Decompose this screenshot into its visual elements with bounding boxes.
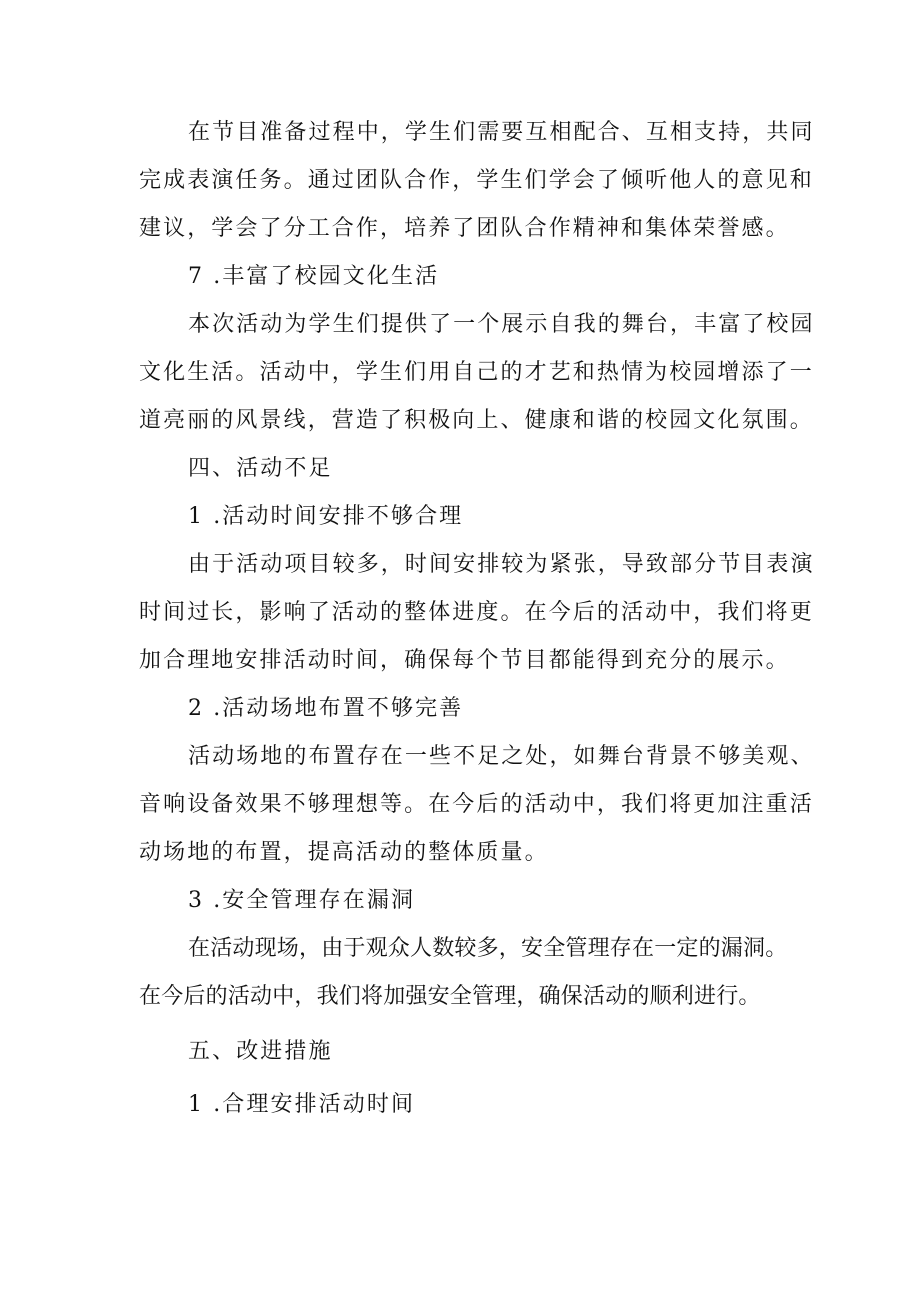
paragraph-line: 文化生活。活动中，学生们用自己的才艺和热情为校园增添了一 [139,360,814,385]
paragraph-line: 在今后的活动中，我们将加强安全管理，确保活动的顺利进行。 [139,984,761,1009]
section-heading-2: 2 .活动场地布置不够完善 [188,696,464,721]
section-heading-7: 7 .丰富了校园文化生活 [188,264,440,289]
section-heading-1-improvement: 1 .合理安排活动时间 [188,1092,416,1117]
paragraph-line: 由于活动项目较多，时间安排较为紧张，导致部分节目表演 [188,552,815,577]
paragraph-line: 道亮丽的风景线，营造了积极向上、健康和谐的校园文化氛围。 [139,408,814,433]
chapter-heading-shortcomings: 四、活动不足 [188,456,333,481]
paragraph-line: 本次活动为学生们提供了一个展示自我的舞台，丰富了校园 [188,312,815,337]
paragraph-line: 建议，学会了分工合作，培养了团队合作精神和集体荣誉感。 [139,216,790,241]
paragraph-line: 完成表演任务。通过团队合作，学生们学会了倾听他人的意见和 [139,168,814,193]
paragraph-line: 时间过长，影响了活动的整体进度。在今后的活动中，我们将更 [139,600,814,625]
chapter-heading-improvements: 五、改进措施 [188,1039,333,1064]
paragraph-line: 音响设备效果不够理想等。在今后的活动中，我们将更加注重活 [139,792,814,817]
paragraph-line: 动场地的布置，提高活动的整体质量。 [139,840,549,865]
paragraph-line: 活动场地的布置存在一些不足之处，如舞台背景不够美观、 [188,744,815,769]
section-heading-3: 3 .安全管理存在漏洞 [188,888,416,913]
paragraph-line: 在活动现场，由于观众人数较多，安全管理存在一定的漏洞。 [188,936,788,961]
paragraph-line: 在节目准备过程中，学生们需要互相配合、互相支持，共同 [188,120,815,145]
paragraph-line: 加合理地安排活动时间，确保每个节目都能得到充分的展示。 [139,648,790,673]
section-heading-1: 1 .活动时间安排不够合理 [188,504,464,529]
